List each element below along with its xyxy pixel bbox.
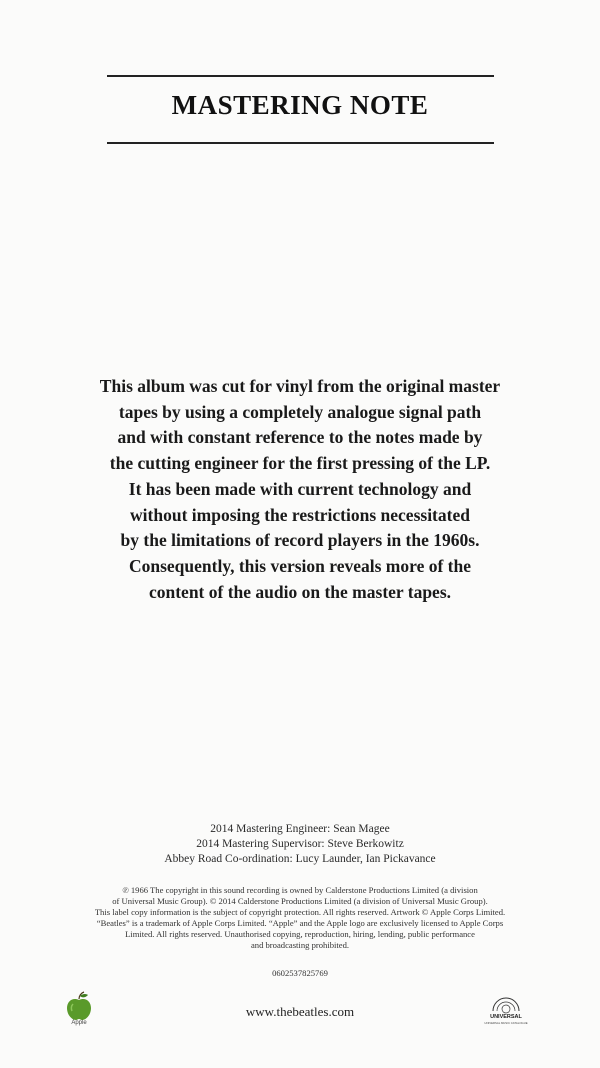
body-line: tapes by using a completely analogue signal path [118, 401, 482, 422]
body-line: without imposing the restrictions necessitated [130, 504, 470, 525]
body-line: content of the audio on the master tapes. [148, 581, 452, 602]
copyright-notice [0, 885, 600, 952]
credit-line: Abbey Road Co-ordination: Lucy Launder, Ian Pickavance [164, 853, 436, 865]
bottom-rule [107, 142, 494, 144]
credit-line: 2014 Mastering Supervisor: Steve Berkowitz [196, 838, 404, 850]
universal-logo-subtext: UNIVERSAL MUSIC CATALOGUE [484, 1021, 528, 1025]
legal-line: Limited. All rights reserved. Unauthorised copying, reproduction, hiring, lending, public performance [125, 929, 475, 940]
legal-line: ℗ 1966 The copyright in this sound recording is owned by Calderstone Productions Limited (a division [122, 885, 478, 895]
body-line: This album was cut for vinyl from the original master [99, 376, 501, 396]
body-line: and with constant reference to the notes made by [117, 427, 483, 448]
catalog-number: 0602537825769 [272, 968, 328, 978]
body-line: the cutting engineer for the first pressing of the LP. [109, 453, 491, 474]
apple-logo-label: Apple [71, 1020, 87, 1026]
legal-line: This label copy information is the subject of copyright protection. All rights reserved. Artwork © Apple Corps Limited. [94, 907, 506, 918]
website-link[interactable]: www.thebeatles.com [245, 1004, 355, 1019]
page-title: MASTERING NOTE [171, 90, 429, 120]
legal-line: “Beatles” is a trademark of Apple Corps Limited. “Apple” and the Apple logo are exclusively licensed to Apple Corps [96, 918, 504, 929]
legal-line: and broadcasting prohibited. [250, 940, 350, 951]
mastering-note-body [50, 374, 550, 605]
body-line: Consequently, this version reveals more of the [128, 555, 472, 576]
body-line: by the limitations of record players in the 1960s. [120, 530, 480, 551]
credit-line: 2014 Mastering Engineer: Sean Magee [210, 823, 390, 835]
top-rule [107, 75, 494, 77]
credits [0, 822, 600, 867]
universal-logo-icon [478, 994, 534, 1028]
body-line: It has been made with current technology and [128, 478, 472, 499]
legal-line: of Universal Music Group). © 2014 Calderstone Productions Limited (a division of Universal Music Group). [112, 896, 488, 907]
universal-logo-text: UNIVERSAL [490, 1014, 522, 1020]
